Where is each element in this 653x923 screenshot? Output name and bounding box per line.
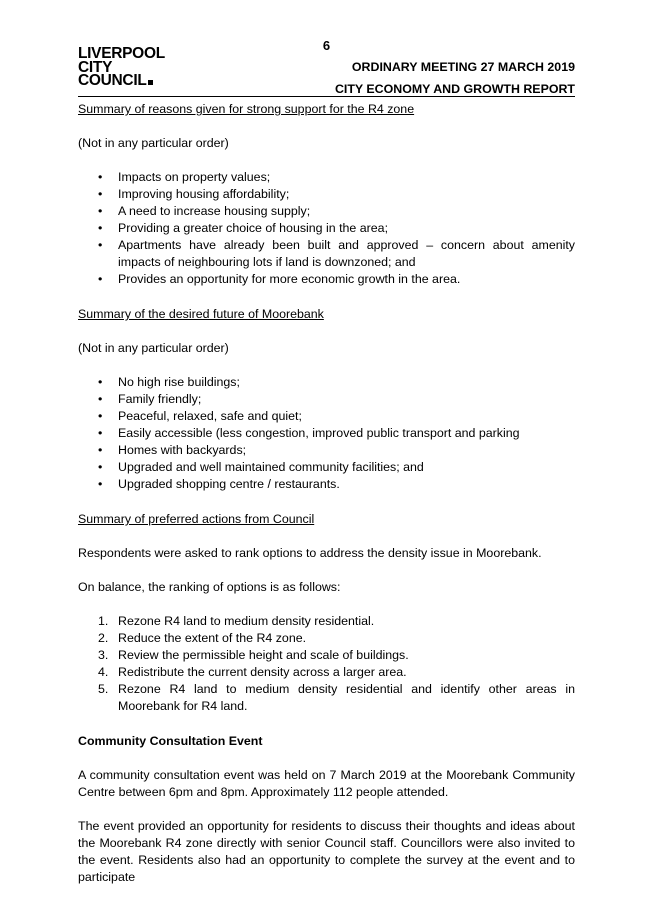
council-logo: [78, 47, 165, 88]
page-number: 6: [322, 38, 331, 53]
list-item: • Impacts on property values;: [78, 169, 575, 186]
meeting-title: ORDINARY MEETING 27 MARCH 2019: [351, 60, 575, 74]
list-item: 4. Redistribute the current density across a larger area.: [98, 665, 407, 679]
list-item: • Provides an opportunity for more economic growth in the area.: [78, 271, 575, 288]
section1-list: [78, 169, 575, 288]
section3-para2: On balance, the ranking of options is as follows:: [78, 580, 341, 594]
list-item: • Upgraded shopping centre / restaurants.: [78, 476, 575, 493]
list-item: 2. Reduce the extent of the R4 zone.: [98, 631, 307, 645]
logo-line-2: CITY: [78, 58, 113, 76]
list-item: • Homes with backyards;: [78, 442, 575, 459]
list-item: • Improving housing affordability;: [78, 186, 575, 203]
logo-line-3: COUNCIL: [78, 74, 165, 88]
section1-note: (Not in any particular order): [78, 136, 229, 150]
logo-line-1: LIVERPOOL: [78, 45, 165, 62]
list-item: • Upgraded and well maintained community facilities; and: [78, 459, 575, 476]
list-item: • A need to increase housing supply;: [78, 203, 575, 220]
report-title: CITY ECONOMY AND GROWTH REPORT: [334, 82, 575, 96]
list-item: 1. Rezone R4 land to medium density residential.: [98, 614, 375, 628]
section3-para1: Respondents were asked to rank options to address the density issue in Moorebank.: [78, 546, 542, 560]
section4-para1: A community consultation event was held on 7 March 2019 at the Moorebank Community Centre between 6pm and 8pm. Approximately 112 people attended.: [78, 768, 575, 799]
logo-mark-icon: [148, 80, 153, 85]
page-content: [78, 100, 575, 886]
list-item: • No high rise buildings;: [78, 374, 575, 391]
list-item: • Easily accessible (less congestion, improved public transport and parking: [78, 425, 575, 442]
section3-ranked-list: [78, 613, 575, 715]
section2-note: (Not in any particular order): [78, 341, 229, 355]
section4-para2: The event provided an opportunity for residents to discuss their thoughts and ideas about the Moorebank R4 zone directly with senior Council staff. Councillors were also invited to the event. Residents also had an opportunity to complete the survey at the event and to participate: [78, 819, 575, 884]
list-item: 3. Review the permissible height and scale of buildings.: [98, 648, 409, 662]
list-item: 5. Rezone R4 land to medium density residential and identify other areas in Moorebank for R4 land.: [98, 682, 575, 713]
header-rule: [78, 96, 575, 97]
section1-heading: Summary of reasons given for strong support for the R4 zone: [78, 102, 415, 116]
section3-heading: Summary of preferred actions from Council: [78, 512, 315, 526]
list-item: • Family friendly;: [78, 391, 575, 408]
section2-heading: Summary of the desired future of Moorebank: [78, 307, 324, 321]
list-item: • Providing a greater choice of housing in the area;: [78, 220, 575, 237]
list-item: • Peaceful, relaxed, safe and quiet;: [78, 408, 575, 425]
section4-heading: Community Consultation Event: [78, 734, 263, 748]
section2-list: [78, 374, 575, 493]
list-item: • Apartments have already been built and approved – concern about amenity impacts of neighbouring lots if land is downzoned; and: [78, 237, 575, 271]
